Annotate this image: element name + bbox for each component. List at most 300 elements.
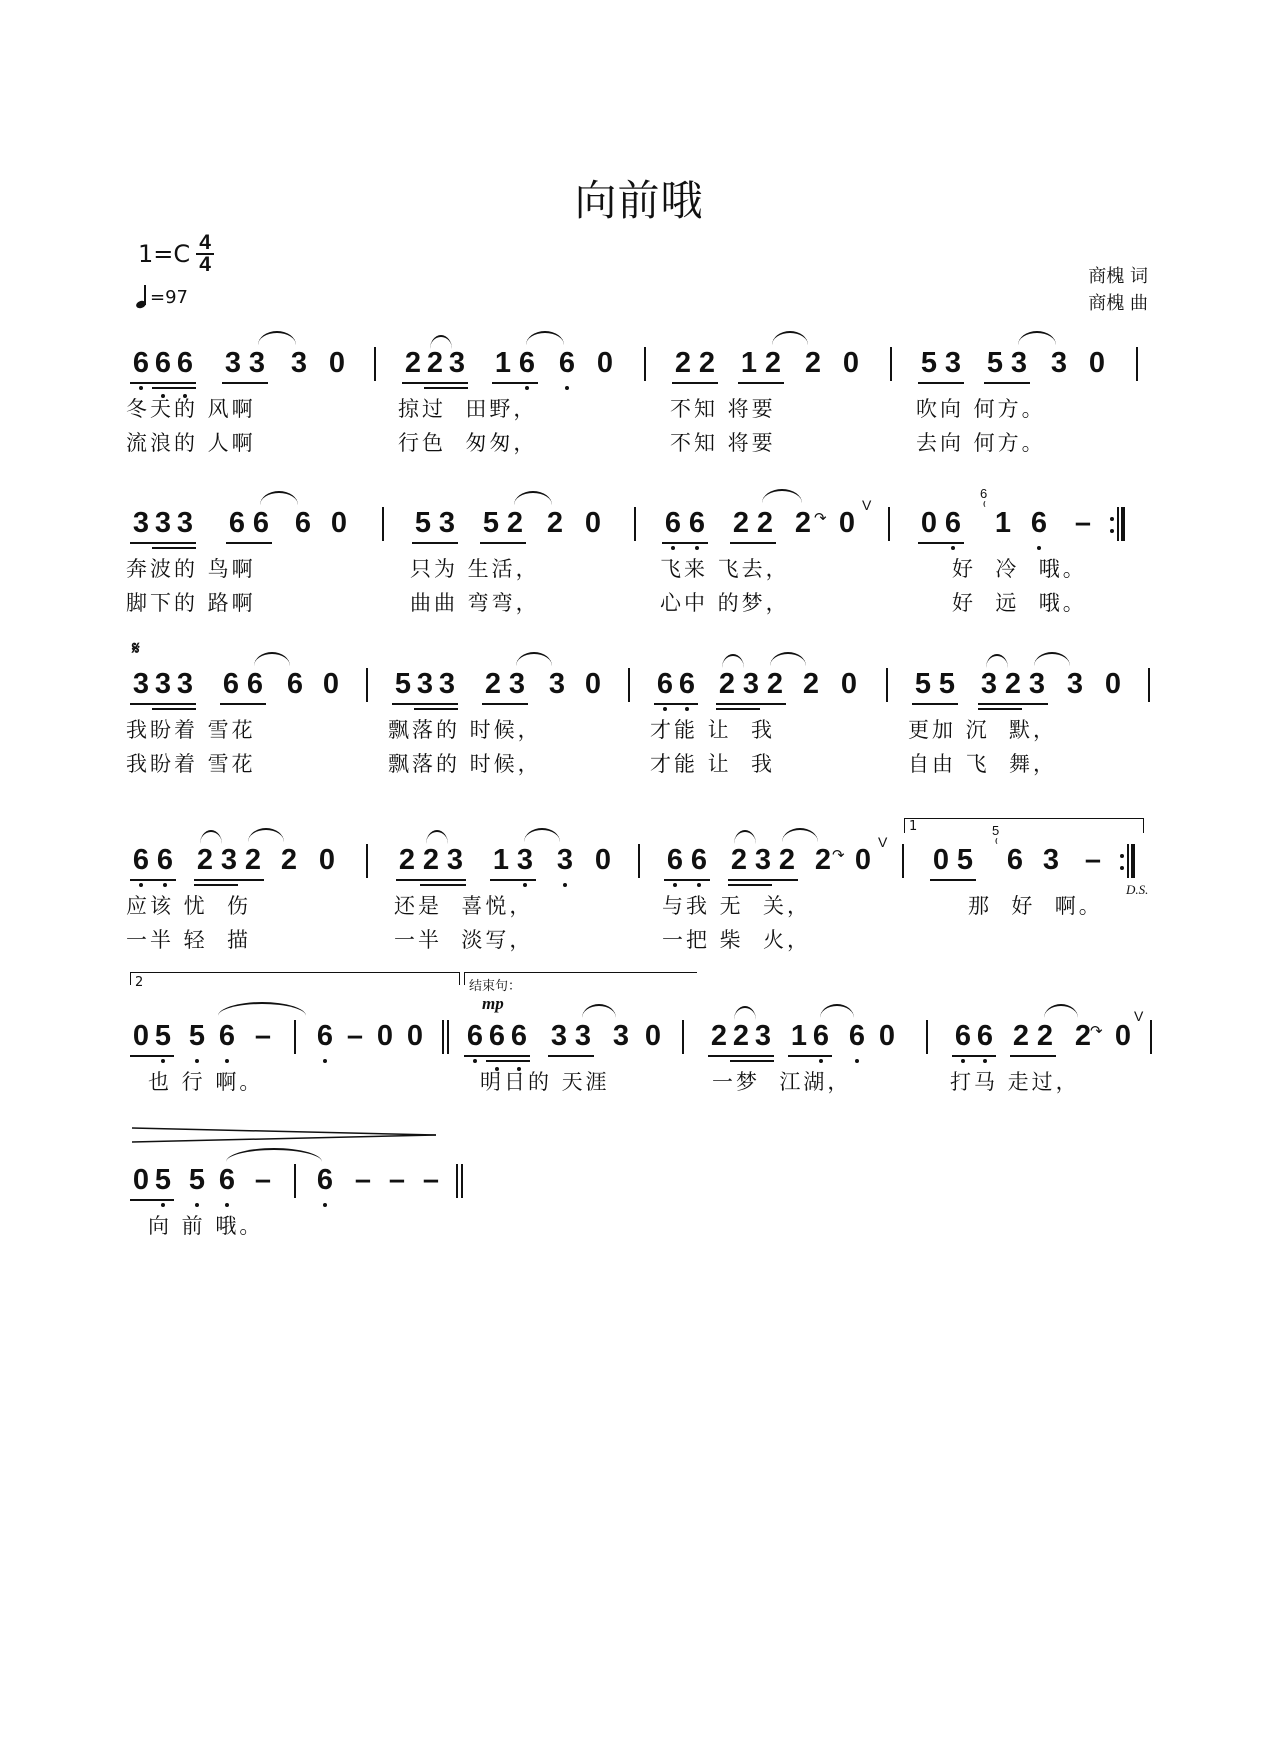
slur-arc (1034, 652, 1070, 666)
lyric: 也 行 啊。 (148, 1070, 264, 1094)
note: 0 (920, 507, 938, 539)
note: 2 (804, 347, 822, 379)
note: 0 (596, 347, 614, 379)
beam-underline (492, 382, 538, 384)
note: 0 (322, 668, 340, 700)
slur-arc (722, 654, 744, 668)
beam-underline (716, 703, 786, 705)
beam-underline (918, 382, 964, 384)
note: 3 (944, 347, 962, 379)
note: 5 (920, 347, 938, 379)
note: 0 (644, 1020, 662, 1052)
lyric: 飘落的 时候， (388, 718, 542, 742)
barline (294, 1164, 296, 1198)
note: 3 (290, 347, 308, 379)
lyric: 那 好 啊。 (968, 894, 1103, 918)
beam-underline (392, 703, 458, 705)
grace-note: 5 ⌣ (992, 824, 999, 838)
lyricist: 商槐 词 (1088, 266, 1148, 287)
breath-mark: V (862, 497, 872, 513)
lyric: 吹向 何方。 (916, 397, 1046, 421)
note: – (346, 1020, 364, 1052)
note: 3 (508, 668, 526, 700)
beam-underline (412, 542, 458, 544)
note: 6 (314, 1018, 336, 1054)
note: 1 (740, 347, 758, 379)
beam-underline (194, 884, 238, 886)
slur-arc (772, 331, 808, 345)
note: 6 (486, 1018, 508, 1054)
note: 2 (814, 844, 832, 876)
slur-arc (254, 652, 290, 666)
turn-arrow-icon: ↷ (814, 509, 827, 527)
note: 6 (508, 1018, 530, 1054)
beam-underline (672, 382, 718, 384)
beam-underline (716, 708, 760, 710)
beam-underline (788, 1055, 832, 1057)
note: 5 (914, 668, 932, 700)
lyric: 只为 生活， (410, 557, 540, 581)
note: 3 (1028, 668, 1046, 700)
note: 2 (718, 668, 736, 700)
beam-underline (730, 542, 776, 544)
breath-mark: V (1134, 1008, 1144, 1024)
slur-arc (226, 1148, 322, 1162)
beam-underline (130, 879, 176, 881)
note: 5 (394, 668, 412, 700)
slur-arc (514, 491, 552, 505)
barline (888, 507, 890, 541)
note: 3 (742, 668, 760, 700)
note: 2 (244, 844, 262, 876)
lyric: 应该 忧 伤 (126, 894, 252, 918)
lyric: 不知 将要 (670, 431, 776, 455)
lyric: 飞来 飞去， (660, 557, 790, 581)
note: 6 ⌣ 1 (992, 505, 1014, 541)
note: 6 (286, 668, 304, 700)
lyric: 向 前 哦。 (148, 1214, 264, 1238)
note: 6 (1028, 505, 1050, 541)
note: 5 (152, 1162, 174, 1198)
slur-arc (218, 1002, 306, 1016)
note: 5 (186, 1018, 208, 1054)
note: 6 (228, 507, 246, 539)
key-label: 1=C (138, 240, 191, 268)
beam-underline (918, 542, 964, 544)
lyric: 与我 无 关， (662, 894, 812, 918)
tempo-marking (136, 286, 188, 308)
note: 3 (448, 347, 466, 379)
beam-underline (396, 879, 466, 881)
note: 2 (1036, 1020, 1054, 1052)
note: 2 (484, 668, 502, 700)
beam-underline (548, 1055, 594, 1057)
note: 2 (674, 347, 692, 379)
note: 2 (778, 844, 796, 876)
beam-underline (152, 387, 196, 389)
barline (682, 1020, 684, 1054)
note: 3 (224, 347, 242, 379)
note: 5 (938, 668, 956, 700)
beam-underline (464, 1055, 530, 1057)
note: 2 (422, 844, 440, 876)
beam-underline (414, 708, 458, 710)
note: 2 (794, 507, 812, 539)
slur-arc (770, 652, 806, 666)
beam-underline (728, 884, 772, 886)
beam-underline (130, 542, 196, 544)
note: 2 (732, 507, 750, 539)
beam-underline (978, 703, 1048, 705)
note: 0 (584, 507, 602, 539)
repeat-end-barline (1110, 507, 1126, 541)
breath-mark: V (878, 834, 888, 850)
repeat-end-barline (1120, 844, 1136, 878)
dal-segno: D.S. (1126, 882, 1149, 897)
lyric: 曲曲 弯弯， (410, 591, 540, 615)
note: 0 (406, 1020, 424, 1052)
beam-underline (222, 382, 268, 384)
note: 2 (766, 668, 784, 700)
note: 3 (132, 507, 150, 539)
note: 2 (196, 844, 214, 876)
lyric: 飘落的 时候， (388, 752, 542, 776)
note: 6 (130, 842, 152, 878)
lyric: 我盼着 雪花 (126, 718, 256, 742)
note: 6 (174, 345, 196, 381)
barline (1136, 347, 1138, 381)
note: 6 (676, 666, 698, 702)
lyric: 好 远 哦。 (952, 591, 1087, 615)
note: 2 (698, 347, 716, 379)
note: – (254, 1020, 272, 1052)
grace-note: 6 ⌣ (980, 487, 987, 501)
lyric: 才能 让 我 (650, 752, 776, 776)
slur-arc (200, 830, 222, 844)
beam-underline (226, 542, 272, 544)
note: 6 (294, 507, 312, 539)
note: 6 (464, 1018, 486, 1054)
note: 3 (980, 668, 998, 700)
time-denominator: 4 (199, 253, 211, 276)
note: 0 (132, 1164, 150, 1196)
note: 6 (952, 1018, 974, 1054)
lyric: 还是 喜悦， (394, 894, 534, 918)
beam-underline (730, 1060, 774, 1062)
barline (294, 1020, 296, 1054)
note: 3 (220, 844, 238, 876)
volta-1: 1 (904, 818, 1144, 833)
barline (890, 347, 892, 381)
lyric: 一把 柴 火， (662, 928, 812, 952)
beam-underline (984, 382, 1030, 384)
lyric: 一半 轻 描 (126, 928, 252, 952)
lyric: 奔波的 鸟啊 (126, 557, 256, 581)
beam-underline (738, 382, 784, 384)
note: 0 (932, 844, 950, 876)
note: – (354, 1164, 372, 1196)
volta-2: 2 (130, 972, 460, 985)
note: 3 (574, 1020, 592, 1052)
beam-underline (664, 879, 710, 881)
note: 3 (154, 507, 172, 539)
slur-arc (734, 1006, 756, 1020)
note: 3 (438, 507, 456, 539)
note: 0 (1104, 668, 1122, 700)
note: 2 (1004, 668, 1022, 700)
note: 3 (176, 668, 194, 700)
note: 6 (246, 668, 264, 700)
note: 6 (686, 505, 708, 541)
slur-arc (762, 489, 802, 503)
barline (902, 844, 904, 878)
note: 6 (664, 842, 686, 878)
note: 2 (802, 668, 820, 700)
credits (1088, 263, 1148, 317)
slur-arc (986, 654, 1008, 668)
note: 0 (584, 668, 602, 700)
note: 5 (414, 507, 432, 539)
note: 6 (216, 1018, 238, 1054)
beam-underline (486, 1060, 530, 1062)
turn-arrow-icon: ↷ (1090, 1022, 1103, 1040)
note: 0 (878, 1020, 896, 1052)
note: 3 (176, 507, 194, 539)
barline (1148, 668, 1150, 702)
lyric: 流浪的 人啊 (126, 431, 256, 455)
note: – (422, 1164, 440, 1196)
note: 3 (612, 1020, 630, 1052)
note: 6 (942, 505, 964, 541)
note: 6 (654, 666, 676, 702)
note: – (388, 1164, 406, 1196)
note: 0 (318, 844, 336, 876)
quarter-note-icon (136, 286, 147, 308)
turn-arrow-icon: ↷ (832, 846, 845, 864)
note: 2 (398, 844, 416, 876)
note: 0 (328, 347, 346, 379)
beam-underline (728, 879, 798, 881)
beam-underline (152, 708, 196, 710)
note: 6 (216, 1162, 238, 1198)
barline (366, 668, 368, 702)
beam-underline (1010, 1055, 1056, 1057)
note: 3 (1050, 347, 1068, 379)
note: 6 (130, 345, 152, 381)
beam-underline (482, 703, 528, 705)
barline (634, 507, 636, 541)
beam-underline (952, 1055, 996, 1057)
score-title: 向前哦 (574, 176, 704, 225)
double-barline (442, 1020, 450, 1054)
note: 2 (546, 507, 564, 539)
note: 2 (764, 347, 782, 379)
note: 2 (1012, 1020, 1030, 1052)
barline (644, 347, 646, 381)
note: 3 (132, 668, 150, 700)
note: 2 (730, 844, 748, 876)
lyric: 才能 让 我 (650, 718, 776, 742)
note: 3 (550, 1020, 568, 1052)
note: 3 (514, 842, 536, 878)
slur-arc (734, 830, 756, 844)
note: 5 (482, 507, 500, 539)
note: 2 (710, 1020, 728, 1052)
dynamic-mp: mp (482, 994, 504, 1013)
lyric: 打马 走过， (950, 1070, 1080, 1094)
note: 5 ⌣ 6 (1004, 842, 1026, 878)
note: 5 (186, 1162, 208, 1198)
note: 0 (838, 507, 856, 539)
composer: 商槐 曲 (1088, 293, 1148, 314)
beam-underline (912, 703, 958, 705)
note: – (254, 1164, 272, 1196)
lyric: 好 冷 哦。 (952, 557, 1087, 581)
slur-arc (782, 828, 818, 842)
note: 2 (404, 347, 422, 379)
note: 2 (280, 844, 298, 876)
beam-underline (930, 879, 976, 881)
note: 3 (548, 668, 566, 700)
key-signature (138, 233, 214, 275)
note: 0 (376, 1020, 394, 1052)
beam-underline (130, 382, 196, 384)
lyric: 一梦 江湖， (712, 1070, 852, 1094)
note: 1 (494, 347, 512, 379)
note: 5 (956, 844, 974, 876)
note: 0 (594, 844, 612, 876)
note: 6 (252, 507, 270, 539)
slur-arc (426, 830, 448, 844)
beam-underline (194, 879, 264, 881)
note: 6 (516, 345, 538, 381)
slur-arc (430, 335, 452, 349)
note: 3 (438, 668, 456, 700)
beam-underline (978, 708, 1022, 710)
note: – (1084, 844, 1102, 876)
note: 6 (556, 345, 578, 381)
beam-underline (708, 1055, 774, 1057)
lyric: 行色 匆匆， (398, 431, 538, 455)
slur-arc (1018, 331, 1056, 345)
note: 6 (222, 668, 240, 700)
beam-underline (480, 542, 526, 544)
note: 0 (840, 668, 858, 700)
beam-underline (130, 1199, 174, 1201)
note: 2 (756, 507, 774, 539)
note: 2 (506, 507, 524, 539)
note: 0 (1114, 1020, 1132, 1052)
note: – (1074, 507, 1092, 539)
note: 6 (688, 842, 710, 878)
note: 6 (154, 842, 176, 878)
note: 3 (1042, 844, 1060, 876)
note: 3 (1066, 668, 1084, 700)
slur-arc (820, 1004, 854, 1018)
slur-arc (582, 1004, 616, 1018)
note: 3 (754, 844, 772, 876)
lyric: 冬天的 风啊 (126, 397, 256, 421)
note: 1 (492, 844, 510, 876)
lyric: 脚下的 路啊 (126, 591, 256, 615)
slur-arc (524, 828, 560, 842)
slur-arc (258, 331, 296, 345)
barline (382, 507, 384, 541)
note: 5 (152, 1018, 174, 1054)
segno-icon: 𝄋 (132, 638, 140, 659)
note: 6 (810, 1018, 832, 1054)
beam-underline (662, 542, 708, 544)
note: 0 (842, 347, 860, 379)
decrescendo-hairpin (130, 1126, 440, 1144)
beam-underline (130, 1055, 174, 1057)
beam-underline (654, 703, 698, 705)
barline (926, 1020, 928, 1054)
note: 3 (248, 347, 266, 379)
beam-underline (420, 884, 466, 886)
note: 6 (974, 1018, 996, 1054)
lyric: 去向 何方。 (916, 431, 1046, 455)
beam-underline (424, 387, 468, 389)
barline (886, 668, 888, 702)
lyric: 不知 将要 (670, 397, 776, 421)
barline (1150, 1020, 1152, 1054)
note: 1 (790, 1020, 808, 1052)
slur-arc (516, 652, 552, 666)
beam-underline (130, 703, 196, 705)
barline (628, 668, 630, 702)
note: 3 (554, 842, 576, 878)
note: 3 (154, 668, 172, 700)
ending-bracket: 结束句： (464, 972, 697, 985)
barline (638, 844, 640, 878)
note: 0 (330, 507, 348, 539)
barline (366, 844, 368, 878)
final-double-barline (456, 1164, 464, 1198)
note: 6 (846, 1018, 868, 1054)
beam-underline (490, 879, 536, 881)
lyric: 更加 沉 默， (908, 718, 1058, 742)
beam-underline (402, 382, 468, 384)
lyric: 掠过 田野， (398, 397, 538, 421)
note: 2 (1074, 1020, 1092, 1052)
beam-underline (220, 703, 266, 705)
note: 3 (446, 844, 464, 876)
slur-arc (1044, 1004, 1078, 1018)
slur-arc (526, 331, 564, 345)
note: 3 (754, 1020, 772, 1052)
beam-underline (152, 547, 196, 549)
note: 6 (314, 1162, 336, 1198)
lyric: 自由 飞 舞， (908, 752, 1058, 776)
time-numerator: 4 (199, 231, 211, 254)
note: 2 (426, 347, 444, 379)
note: 2 (732, 1020, 750, 1052)
tempo-value: =97 (150, 287, 188, 308)
note: 0 (132, 1020, 150, 1052)
note: 5 (986, 347, 1004, 379)
slur-arc (248, 828, 284, 842)
lyric: 我盼着 雪花 (126, 752, 256, 776)
note: 3 (1010, 347, 1028, 379)
note: 3 (416, 668, 434, 700)
lyric: 一半 淡写， (394, 928, 534, 952)
slur-arc (260, 491, 298, 505)
note: 0 (854, 844, 872, 876)
barline (374, 347, 376, 381)
note: 6 (152, 345, 174, 381)
note: 0 (1088, 347, 1106, 379)
